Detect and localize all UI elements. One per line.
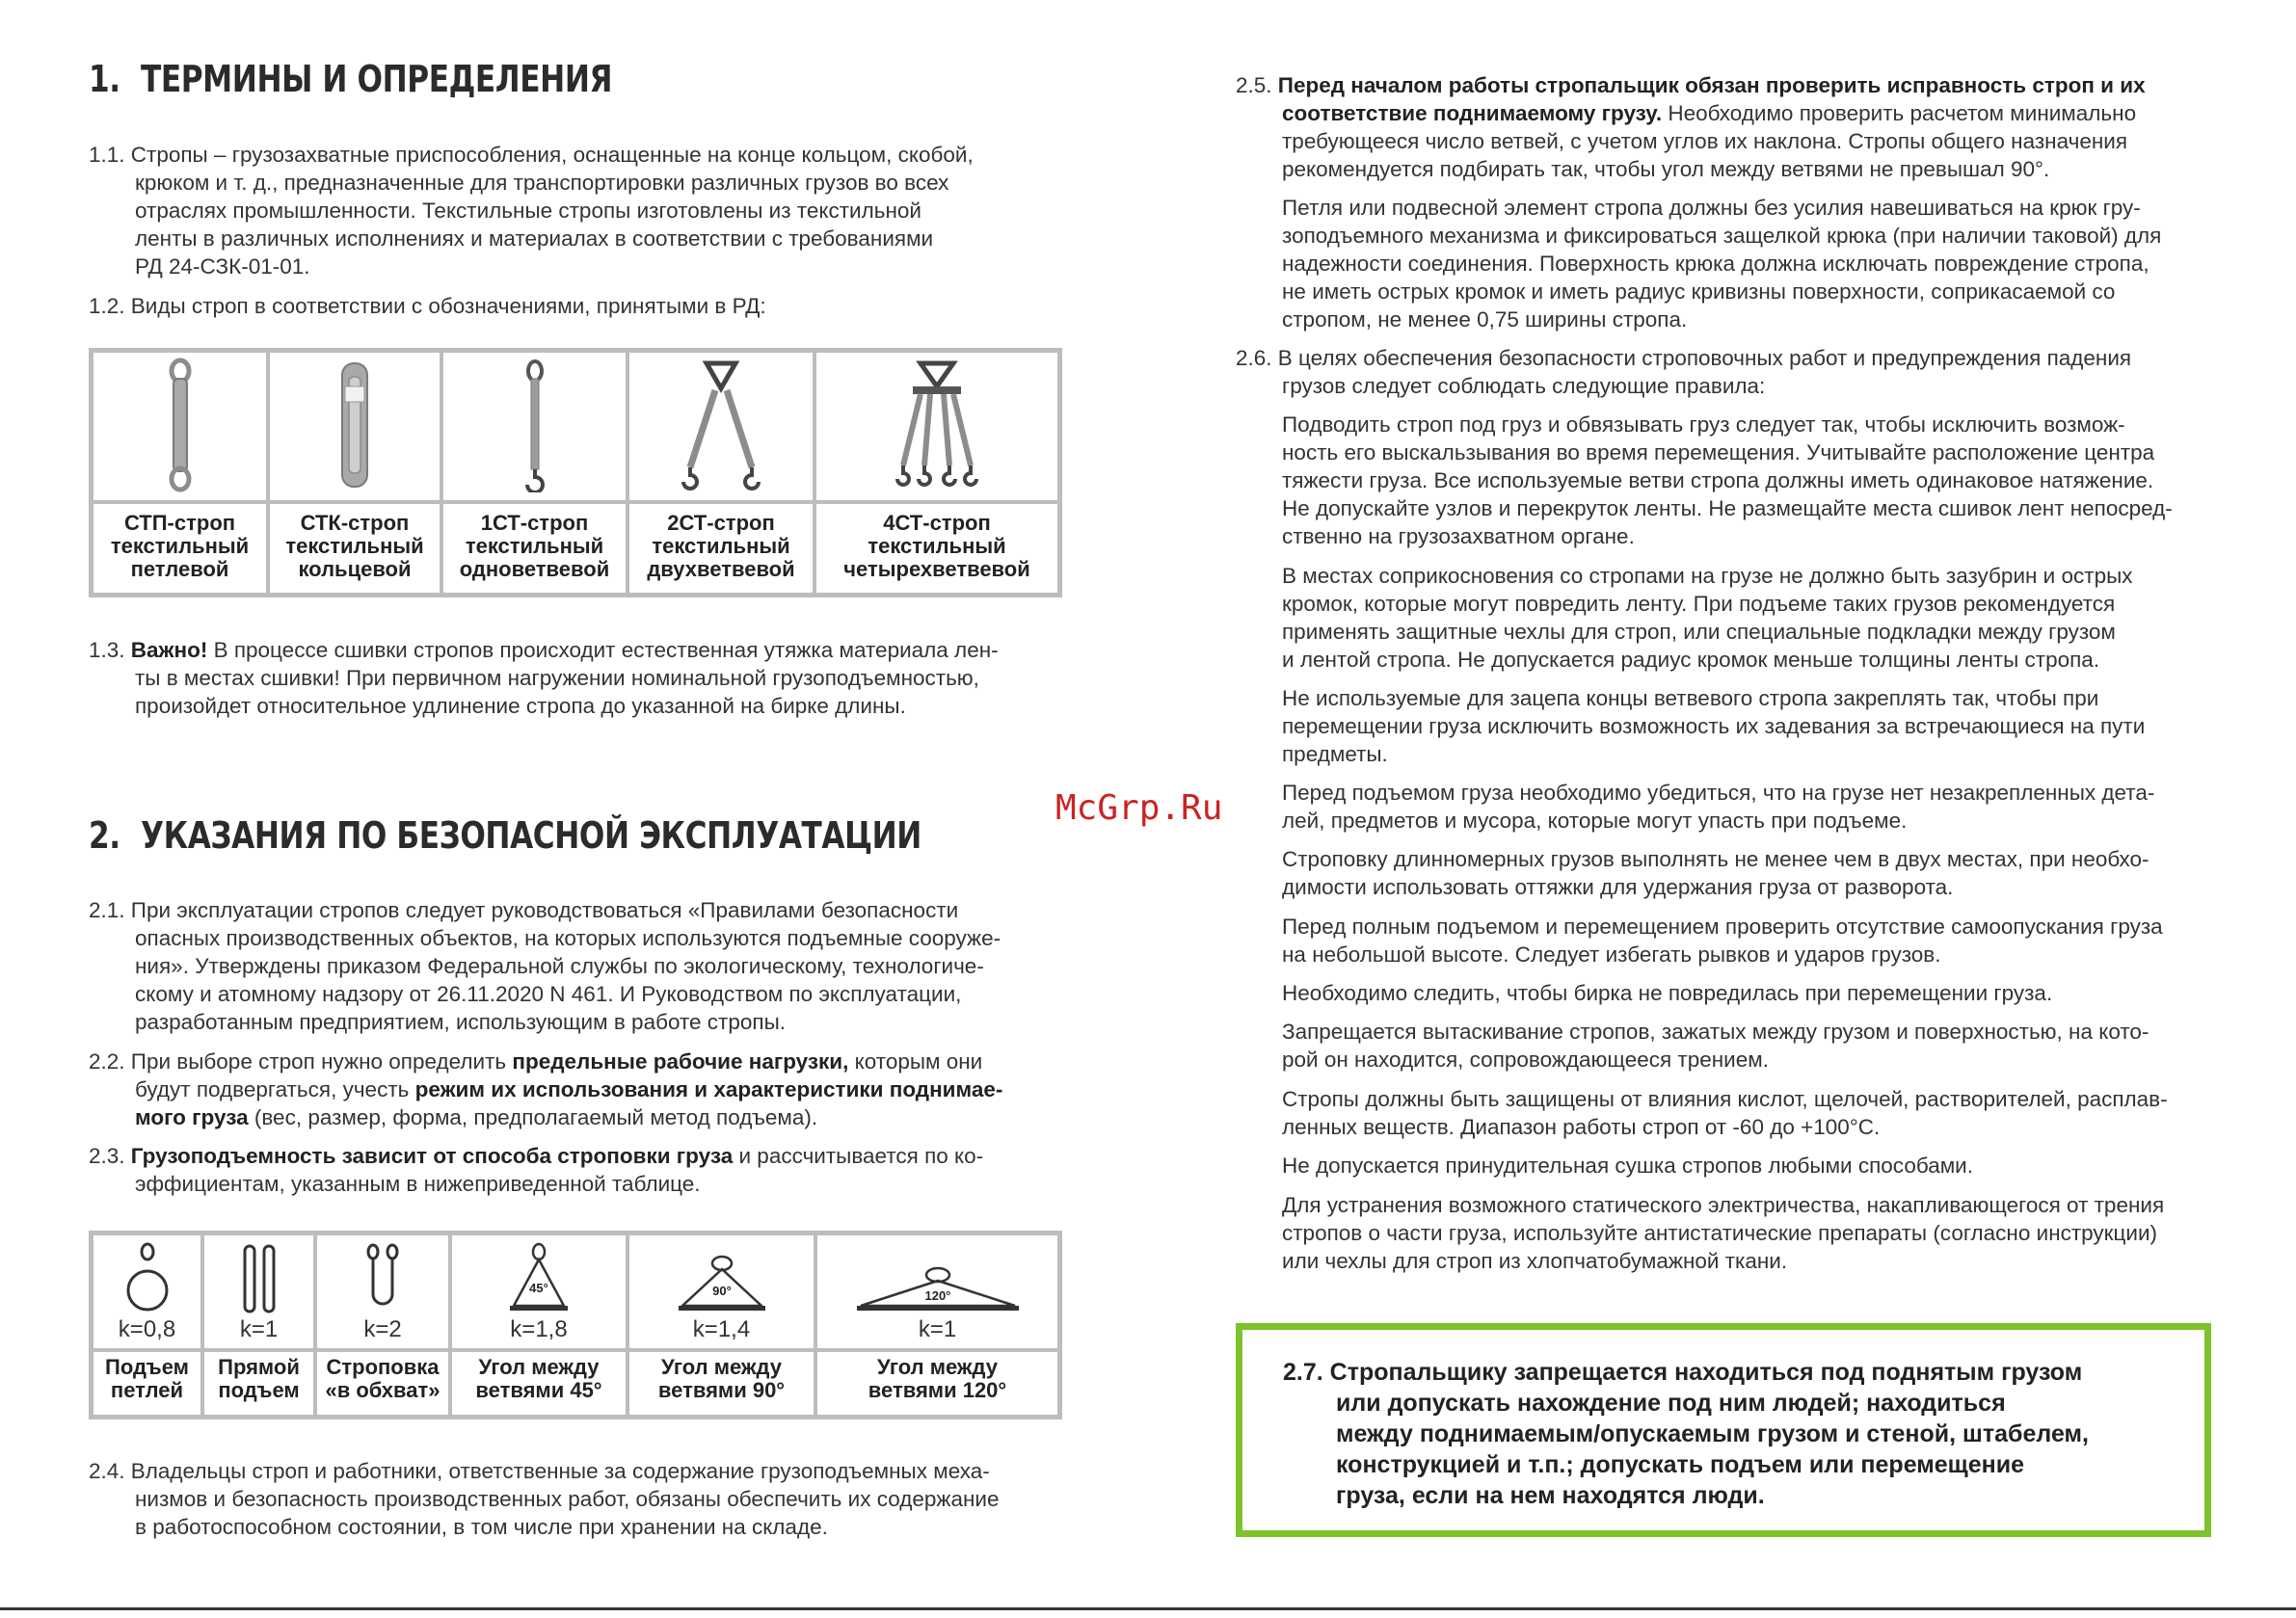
sling-label-line: текстильный [652,534,790,558]
coefficient-label-line: ветвями 120° [868,1378,1007,1402]
paragraph-bold: предельные рабочие нагрузки, [512,1049,849,1074]
paragraph-line: Запрещается вытаскивание стропов, зажатых между грузом и поверхностью, на кото- [1282,1020,2149,1044]
warning-line: конструкцией и т.п.; допускать подъем или перемещение [1336,1451,2025,1478]
sling-label-line: текстильный [868,534,1006,558]
safety-rule [1282,411,2211,550]
paragraph-lead [89,1142,1062,1170]
paragraph-line: в работоспособном состоянии, в том числе при хранении на складе. [135,1515,828,1539]
coefficient-label-line: Строповка [326,1355,440,1379]
paragraph-line: ственно на грузозахватном органе. [1282,524,1635,548]
sling-label-line: четырехветвевой [843,557,1030,581]
sling-type-cell [270,353,443,593]
single-leg-sling-icon [506,358,564,492]
paragraph-line: кромок, которые могут повредить ленту. При подъеме таких грузов рекомендуется [1282,592,2116,616]
sling-type-cell [629,353,816,593]
paragraph-line: на небольшой высоте. Следует избегать рывков и ударов грузов. [1282,942,1941,967]
paragraph-line: ность его выскальзывания во время перемещения. Учитывайте расположение центра [1282,440,2155,464]
paragraph-line: стропов о части груза, используйте антистатические препараты (согласно инструкции) [1282,1221,2158,1245]
paragraph-line: произойдет относительное удлинение стропа до указанной на бирке длины. [135,694,906,718]
paragraph-text: 2.2. При выборе строп нужно определить [89,1049,513,1074]
coefficient-label-line: подъем [218,1378,300,1402]
paragraph-line: ленных веществ. Диапазон работы строп от -60 до +100°С. [1282,1115,1881,1139]
paragraph-line: димости использовать оттяжки для удержания груза от разворота. [1282,875,1954,899]
paragraph-line: скому и атомному надзору от 26.11.2020 N 461. И Руководством по эксплуатации, [135,982,962,1006]
paragraph-line: Стропы должны быть защищены от влияния кислот, щелочей, растворителей, расплав- [1282,1087,2168,1111]
coefficient-label-line: петлей [110,1378,184,1402]
paragraph-lead: 2.1. При эксплуатации стропов следует руководствоваться «Правилами безопасности [89,898,959,922]
sling-label-line: петлевой [130,557,229,581]
straight-lift-icon [235,1242,283,1315]
sling-type-cell [816,353,1057,593]
warning-line: груза, если на нем находятся люди. [1336,1482,1765,1509]
paragraph-line [89,1103,1062,1131]
paragraph-1-1 [89,141,1062,280]
angle-45-icon [500,1242,577,1315]
paragraph-line: Не используемые для зацепа концы ветвевого стропа закреплять так, чтобы при [1282,686,2099,710]
paragraph-2-4 [89,1457,1062,1541]
paragraph-text: будут подвергаться, учесть [135,1077,415,1101]
paragraph-line: Строповку длинномерных грузов выполнять не менее чем в двух местах, при необхо- [1282,847,2149,871]
section-1-heading [89,58,612,100]
paragraph-bold: режим их использования и характеристики поднимае- [414,1077,1003,1101]
coefficient-label-line: Угол между [661,1355,782,1379]
safety-rule [1282,779,2211,835]
loop-sling-icon [151,358,209,492]
safety-rule [1282,1152,2211,1180]
section-number: 1. [89,58,120,100]
coefficient-cell [817,1235,1057,1415]
paragraph-lead [89,1048,1062,1075]
paragraph-text: которым они [848,1049,983,1074]
coefficient-value: k=1 [918,1316,957,1342]
paragraph-line: рой он находится, сопровождающееся трением. [1282,1048,1769,1072]
angle-label: 120° [924,1288,950,1303]
coefficient-label-line: Угол между [877,1355,998,1379]
paragraph-line [1236,99,2211,127]
paragraph-line: надежности соединения. Поверхность крюка должна исключать повреждение стропа, [1282,252,2149,276]
coefficient-value: k=0,8 [118,1316,176,1342]
two-leg-sling-icon [663,358,779,492]
coefficient-label-line: ветвями 90° [657,1378,786,1402]
warning-box [1236,1323,2211,1537]
coefficient-cell [452,1235,629,1415]
paragraph-lead: 2.4. Владельцы строп и работники, ответственные за содержание грузоподъемных меха- [89,1459,990,1483]
sling-label-line: СТП-строп [123,511,236,535]
sling-label-line: 2СТ-строп [667,511,775,535]
paragraph-text: В процессе сшивки стропов происходит естественная утяжка материала лен- [207,638,999,662]
paragraph-line: применять защитные чехлы для строп, или специальные подкладки между грузом [1282,620,2116,644]
paragraph-line: зоподъемного механизма и фиксироваться защелкой крюка (при наличии таковой) для [1282,224,2162,248]
sling-label-line: СТК-строп [300,511,410,535]
section-2-heading [89,814,921,857]
paragraph-line: не иметь острых кромок и иметь радиус кривизны поверхности, соприкасаемой со [1282,279,2116,304]
four-leg-sling-icon [874,358,1000,492]
sling-label-line: текстильный [285,534,424,558]
paragraph-lead: 1.1. Стропы – грузозахватные приспособления, оснащенные на конце кольцом, скобой, [89,143,974,167]
warning-lead: 2.7. Стропальщику запрещается находиться под поднятым грузом [1283,1359,2083,1386]
coefficients-table [89,1231,1062,1419]
paragraph-bold: мого груза [135,1105,249,1129]
coefficient-value: k=2 [363,1316,402,1342]
section-title: ТЕРМИНЫ И ОПРЕДЕЛЕНИЯ [141,58,613,100]
section-number: 2. [89,814,120,857]
coefficient-value: k=1 [239,1316,279,1342]
paragraph-line: Для устранения возможного статического электричества, накапливающегося от трения [1282,1193,2165,1217]
sling-label-line: двухветвевой [647,557,795,581]
safety-rule [1282,1085,2211,1141]
page-bottom-rule [0,1607,2296,1610]
paragraph-line: предметы. [1282,742,1388,766]
paragraph-line: Подводить строп под груз и обвязывать груз следует так, чтобы исключить возмож- [1282,412,2125,437]
paragraph-line: требующееся число ветвей, с учетом углов их наклона. Стропы общего назначения [1282,129,2128,153]
paragraph-1-2: 1.2. Виды строп в соответствии с обозначениями, принятыми в РД: [89,294,766,318]
important-label: Важно! [130,638,208,662]
sling-types-table [89,348,1062,597]
safety-rule [1282,913,2211,968]
paragraph-line: низмов и безопасность производственных работ, обязаны обеспечить их содержание [135,1487,1000,1511]
paragraph-number: 2.5. [1236,73,1278,97]
coefficient-label-line: Подъем [105,1355,189,1379]
paragraph-2-5 [1236,71,2211,183]
paragraph-line: перемещении груза исключить возможность их задевания за встречающиеся на пути [1282,714,2146,738]
paragraph-line: Петля или подвесной элемент стропа должны без усилия навешиваться на крюк гру- [1282,196,2141,220]
watermark: McGrp.Ru [1055,788,1223,828]
choke-lift-icon [359,1242,407,1315]
paragraph-text: (вес, размер, форма, предполагаемый метод подъема). [248,1105,818,1129]
safety-rule [1282,562,2211,674]
paragraph-line: ты в местах сшивки! При первичном нагружении номинальной грузоподъемностью, [135,666,979,690]
sling-label-line: текстильный [465,534,604,558]
safety-rule [1282,1018,2211,1074]
sling-label-line: одноветвевой [459,557,610,581]
paragraph-lead [1236,71,2211,99]
safety-rule [1282,979,2211,1007]
sling-label-line: 1СТ-строп [480,511,589,535]
paragraph-line: и лентой стропа. Не допускается радиус кромок меньше толщины ленты стропа. [1282,648,2100,672]
paragraph-line [89,1075,1062,1103]
angle-label: 90° [711,1284,732,1298]
paragraph-line: разработанным предприятием, использующим в работе стропы. [135,1010,786,1034]
paragraph-line: отраслях промышленности. Текстильные стропы изготовлены из текстильной [135,199,921,223]
paragraph-number: 1.3. [89,638,131,662]
paragraph-line: В местах соприкосновения со стропами на грузе не должно быть зазубрин и острых [1282,564,2133,588]
paragraph-line: опасных производственных объектов, на которых используются подъемные сооруже- [135,926,1001,950]
sling-label-line: 4СТ-строп [883,511,991,535]
paragraph-line: рекомендуется подбирать так, чтобы угол между ветвями не превышал 90°. [1282,157,2050,181]
paragraph-line: Необходимо следить, чтобы бирка не повредилась при перемещении груза. [1282,981,2053,1005]
paragraph-line: крюком и т. д., предназначенные для транспортировки различных грузов во всех [135,171,949,195]
paragraph-text: Необходимо проверить расчетом минимально [1662,101,2137,125]
paragraph-number: 2.3. [89,1144,131,1168]
paragraph-2-2 [89,1048,1062,1131]
paragraph-line: РД 24-СЗК-01-01. [135,254,310,279]
paragraph-1-3 [89,636,1062,720]
angle-90-icon [669,1242,775,1315]
paragraph-line: Перед полным подъемом и перемещением проверить отсутствие самоопускания груза [1282,915,2163,939]
section-title: УКАЗАНИЯ ПО БЕЗОПАСНОЙ ЭКСПЛУАТАЦИИ [141,814,921,857]
sling-type-cell [93,353,270,593]
paragraph-line: Перед подъемом груза необходимо убедиться, что на грузе нет незакрепленных дета- [1282,781,2155,805]
coefficient-cell [629,1235,817,1415]
loop-lift-icon [123,1242,172,1315]
angle-label: 45° [529,1281,548,1295]
coefficient-cell [317,1235,452,1415]
sling-label-line: текстильный [110,534,250,558]
paragraph-line: тяжести груза. Все используемые ветви стропа должны иметь одинаковое натяжение. [1282,468,2154,492]
paragraph-bold: соответствие поднимаемому грузу. [1282,101,1663,125]
paragraph-text: и рассчитывается по ко- [733,1144,984,1168]
coefficient-value: k=1,8 [510,1316,568,1342]
paragraph-line: эффициентам, указанным в нижеприведенной таблице. [135,1172,701,1196]
safety-rule [1282,845,2211,901]
coefficient-cell [93,1235,204,1415]
paragraph-line: Не допускается принудительная сушка стропов любыми способами. [1282,1154,1974,1178]
coefficient-label-line: Прямой [218,1355,300,1379]
paragraph-bold: Грузоподъемность зависит от способа строповки груза [130,1144,734,1168]
warning-text [1283,1357,2176,1511]
paragraph-line: ленты в различных исполнениях и материалах в соответствии с требованиями [135,226,934,251]
warning-line: между поднимаемым/опускаемым грузом и стеной, штабелем, [1336,1420,2089,1447]
paragraph-2-6 [1236,344,2211,400]
sling-label-line: кольцевой [298,557,412,581]
ring-sling-icon [321,358,388,492]
paragraph-line: грузов следует соблюдать следующие правила: [1282,374,1766,398]
paragraph-2-5-continued [1282,194,2211,333]
angle-120-icon [851,1242,1025,1315]
sling-type-cell [443,353,629,593]
paragraph-lead: 2.6. В целях обеспечения безопасности строповочных работ и предупреждения падения [1236,346,2132,370]
coefficient-label-line: «в обхват» [325,1378,441,1402]
paragraph-line: лей, предметов и мусора, которые могут упасть при подъеме. [1282,809,1908,833]
paragraph-2-1 [89,896,1062,1036]
coefficient-label-line: ветвями 45° [475,1378,602,1402]
paragraph-2-3 [89,1142,1062,1198]
coefficient-label-line: Угол между [478,1355,600,1379]
paragraph-lead [89,636,1062,664]
safety-rule [1282,684,2211,768]
paragraph-line: ния». Утверждены приказом Федеральной службы по экологическому, технологиче- [135,954,984,978]
coefficient-cell [204,1235,317,1415]
warning-line: или допускать нахождение под ним людей; находиться [1336,1390,2006,1417]
coefficient-value: k=1,4 [692,1316,751,1342]
safety-rule [1282,1191,2211,1275]
paragraph-line: или чехлы для строп из хлопчатобумажной ткани. [1282,1249,1788,1273]
paragraph-line: Не допускайте узлов и перекруток ленты. Не размещайте места сшивок лент непосред- [1282,496,2173,520]
paragraph-line: стропом, не менее 0,75 ширины стропа. [1282,307,1688,332]
paragraph-bold: Перед началом работы стропальщик обязан проверить исправность строп и их [1277,73,2146,97]
